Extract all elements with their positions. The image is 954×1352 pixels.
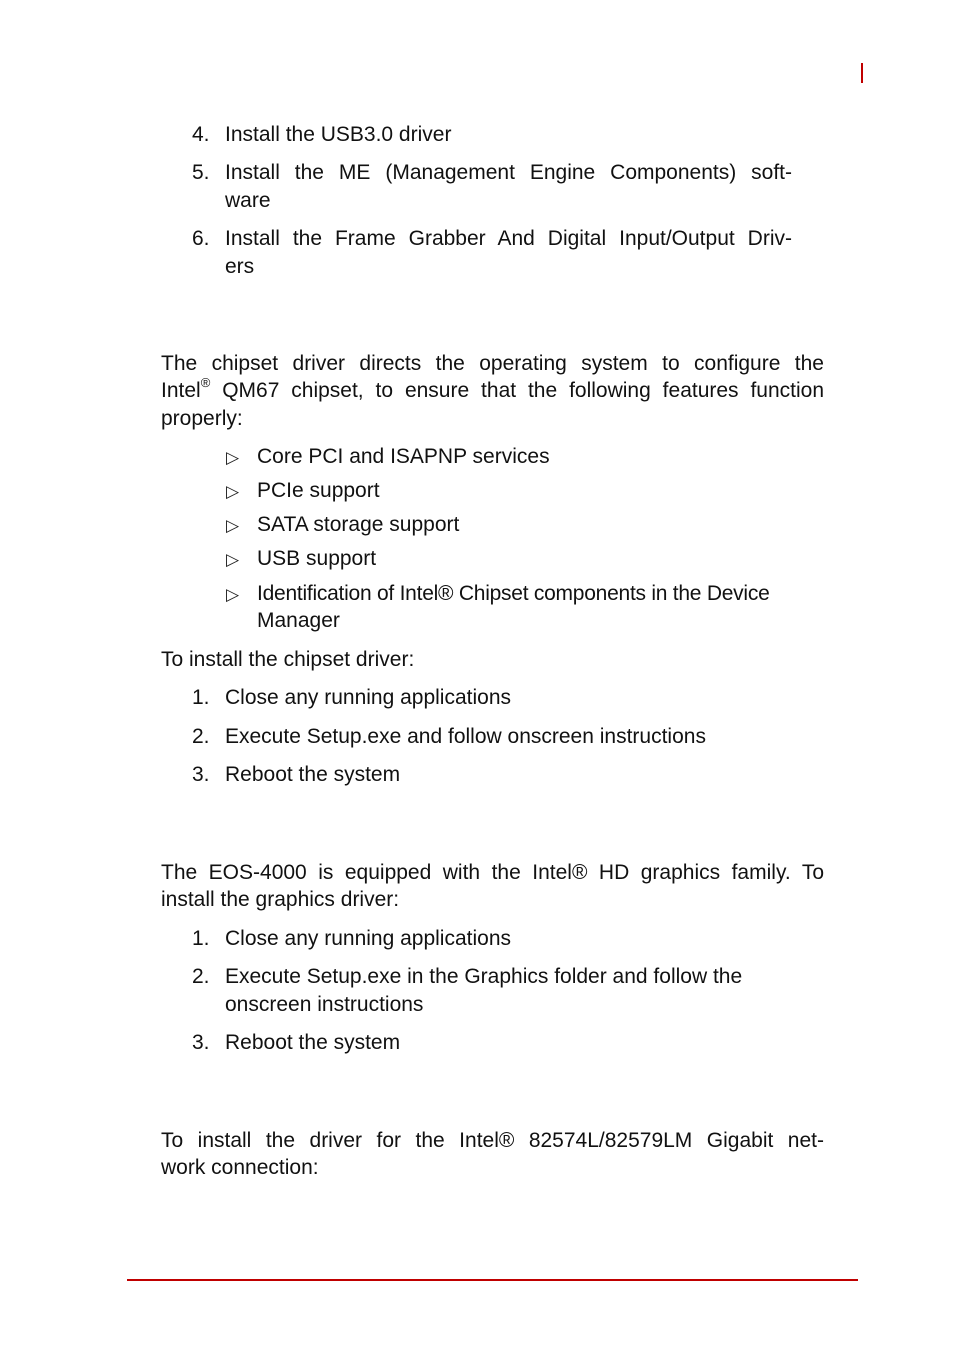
chipset-intro-line-1: The chipset driver directs the operating system to configure the: [161, 352, 824, 375]
chipset-intro-line-2: Intel® QM67 chipset, to ensure that the following features function: [161, 375, 824, 402]
triangle-bullet-icon: ▷: [226, 516, 240, 535]
network-intro-line-1: To install the driver for the Intel® 82574L/82579LM Gigabit net-: [161, 1129, 824, 1152]
header-marker: [861, 63, 863, 83]
chipset-install-label: To install the chipset driver:: [161, 648, 415, 671]
chipset-intro-line-3: properly:: [161, 407, 243, 430]
triangle-bullet-icon: ▷: [226, 448, 240, 467]
triangle-bullet-icon: ▷: [226, 550, 240, 569]
triangle-bullet-icon: ▷: [226, 482, 240, 501]
graphics-intro-line-1: The EOS-4000 is equipped with the Intel® HD graphics family. To: [161, 861, 824, 884]
triangle-bullet-icon: ▷: [226, 585, 240, 604]
footer-rule: [127, 1279, 858, 1281]
graphics-intro-line-2: install the graphics driver:: [161, 888, 400, 911]
network-intro-line-2: work connection:: [161, 1156, 319, 1179]
